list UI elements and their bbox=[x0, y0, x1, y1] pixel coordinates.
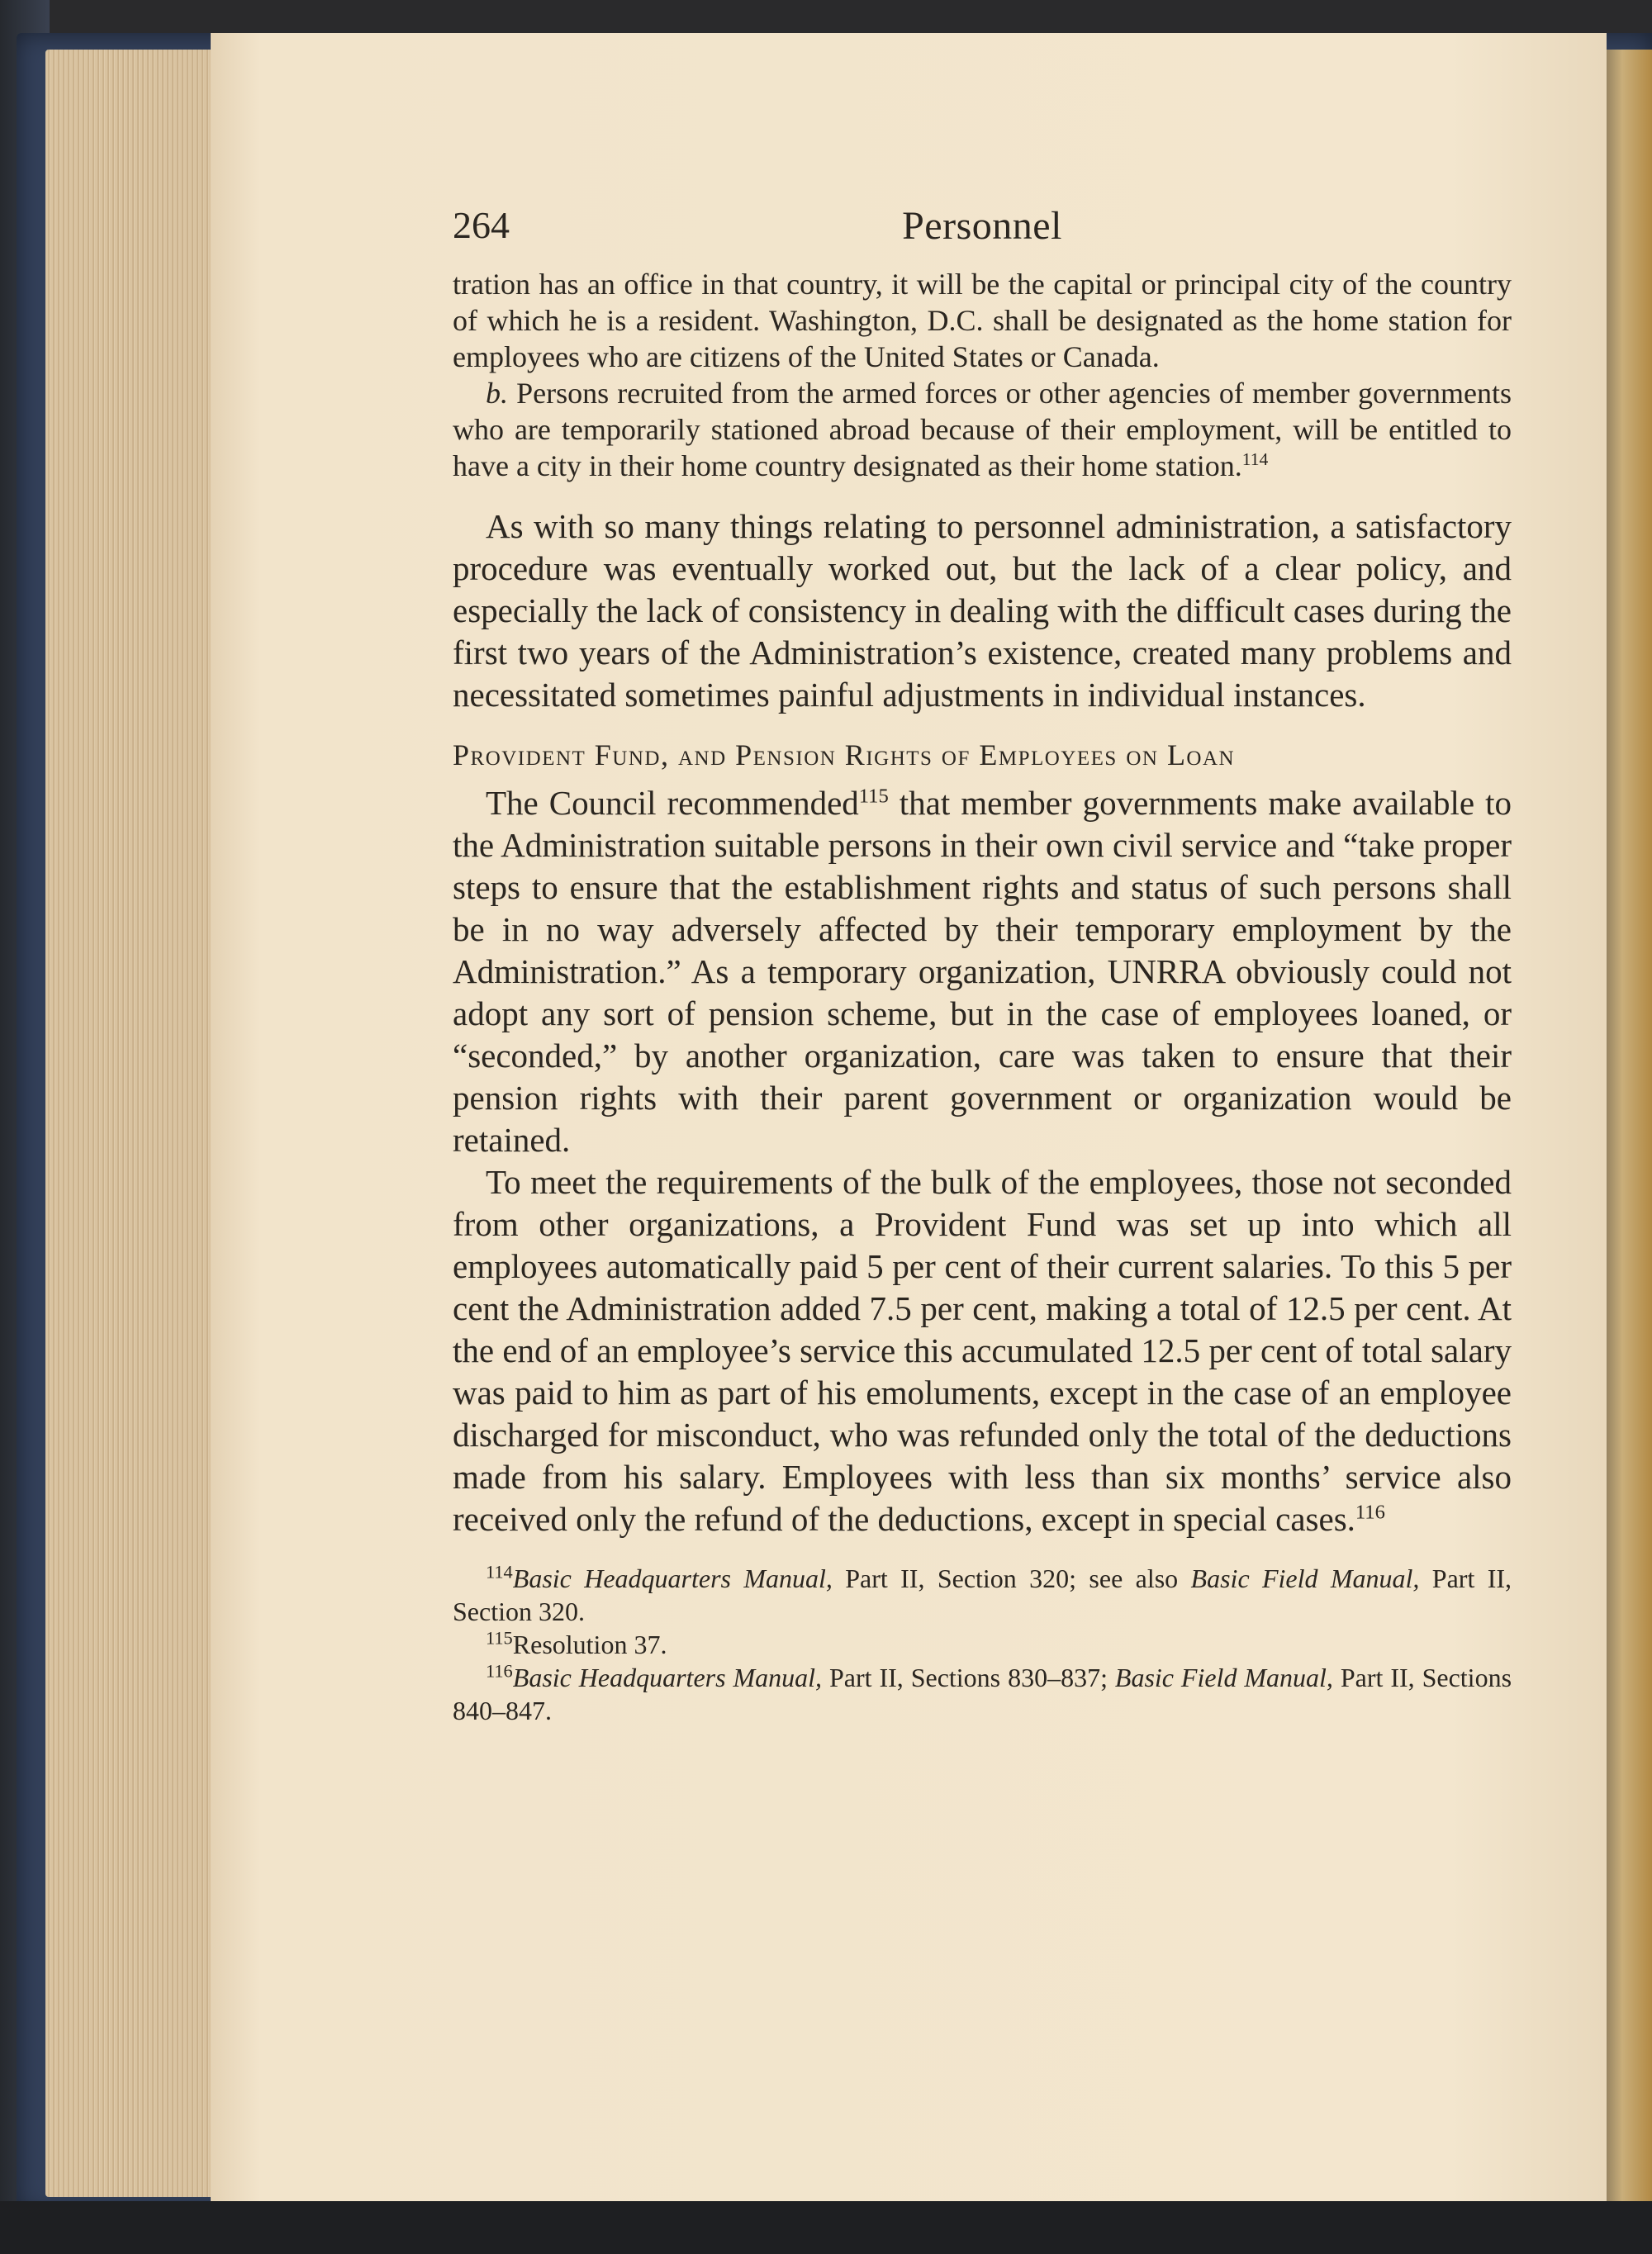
footnote-text: Part II, Sections 830–837; bbox=[822, 1663, 1115, 1692]
footnote-text: Part II, Section 320; see also bbox=[832, 1564, 1191, 1593]
footnote-number: 115 bbox=[486, 1627, 513, 1649]
paragraph-text: Persons recruited from the armed forces or other agencies of member governments who are temporarily stationed abroad because of their employment, will be entitled to have a city in their home country designated as their home station. bbox=[453, 377, 1512, 482]
footnote-number: 116 bbox=[486, 1660, 513, 1682]
footnote bbox=[453, 1628, 1512, 1661]
paragraph-provident-fund bbox=[453, 1161, 1512, 1540]
footnote-text: Part II, Sections 840–847. bbox=[453, 1663, 1512, 1725]
page-text bbox=[453, 203, 1512, 1727]
section-heading: Provident Fund, and Pension Rights of Employees on Loan bbox=[453, 738, 1236, 771]
item-label: b. bbox=[486, 377, 508, 410]
footnote-title: Basic Field Manual, bbox=[1114, 1663, 1333, 1692]
footnote-text: Part II, Section 320. bbox=[453, 1564, 1512, 1626]
footnote-ref: 114 bbox=[1241, 449, 1269, 469]
paragraph-armed-forces bbox=[453, 375, 1512, 484]
footnote-text: Resolution 37. bbox=[512, 1630, 667, 1659]
page-number: 264 bbox=[453, 204, 510, 246]
paragraph-text: that member governments make available to the Administration suitable persons in their own civil service and “take proper steps to ensure that the establishment rights and status of such persons shall be in no way adversely affected by their temporary employment by the Administration.” As a temporary organization, UNRRA obviously could not adopt any sort of pension scheme, but in the case of employees loaned, or “seconded,” by another organization, care was taken to ensure that their pension rights with their parent government or organization would be retained. bbox=[453, 784, 1512, 1159]
footnote-title: Basic Headquarters Manual, bbox=[512, 1663, 823, 1692]
footnote-title: Basic Field Manual, bbox=[1190, 1564, 1420, 1593]
footnote-ref: 116 bbox=[1355, 1501, 1385, 1524]
paragraph-text: To meet the requirements of the bulk of the employees, those not seconded from other organizations, a Provident Fund was set up into which all employees automatically paid 5 per cent of their current salaries. To this 5 per cent the Administration added 7.5 per cent, making a total of 12.5 per cent. At the end of an employee’s service this accumulated 12.5 per cent of total salary was paid to him as part of his emoluments, except in the case of an employee discharged for misconduct, who was refunded only the total of the deductions made from his salary. Employees with less than six months’ service also received only the refund of the deductions, except in special cases. bbox=[453, 1163, 1512, 1538]
running-head bbox=[453, 203, 1512, 261]
paragraph-text: The Council recommended bbox=[486, 784, 859, 822]
footnotes bbox=[453, 1562, 1512, 1727]
paragraph-satisfactory-procedure: As with so many things relating to personnel administration, a satisfactory procedure was eventually worked out, but the lack of a clear policy, and especially the lack of consistency in dealing with the difficult cases during the first two years of the Administration’s existence, created many problems and necessitated sometimes painful adjustments in individual instances. bbox=[453, 507, 1512, 714]
page-edges bbox=[45, 50, 235, 2197]
paragraph-home-station: tration has an office in that country, it will be the capital or principal city of the country of which he is a resident. Washington, D.C. shall be designated as the home station for employees who are citizens of the United States or Canada. bbox=[453, 268, 1512, 373]
facing-page-edge bbox=[1602, 50, 1652, 2205]
footnote-title: Basic Headquarters Manual, bbox=[512, 1564, 833, 1593]
paragraph-council bbox=[453, 782, 1512, 1161]
running-title: Personnel bbox=[902, 204, 1062, 248]
footnote-ref: 115 bbox=[858, 785, 889, 808]
bottom-shadow bbox=[0, 2201, 1652, 2254]
footnote-number: 114 bbox=[486, 1561, 513, 1583]
footnote bbox=[453, 1562, 1512, 1628]
footnote bbox=[453, 1661, 1512, 1727]
